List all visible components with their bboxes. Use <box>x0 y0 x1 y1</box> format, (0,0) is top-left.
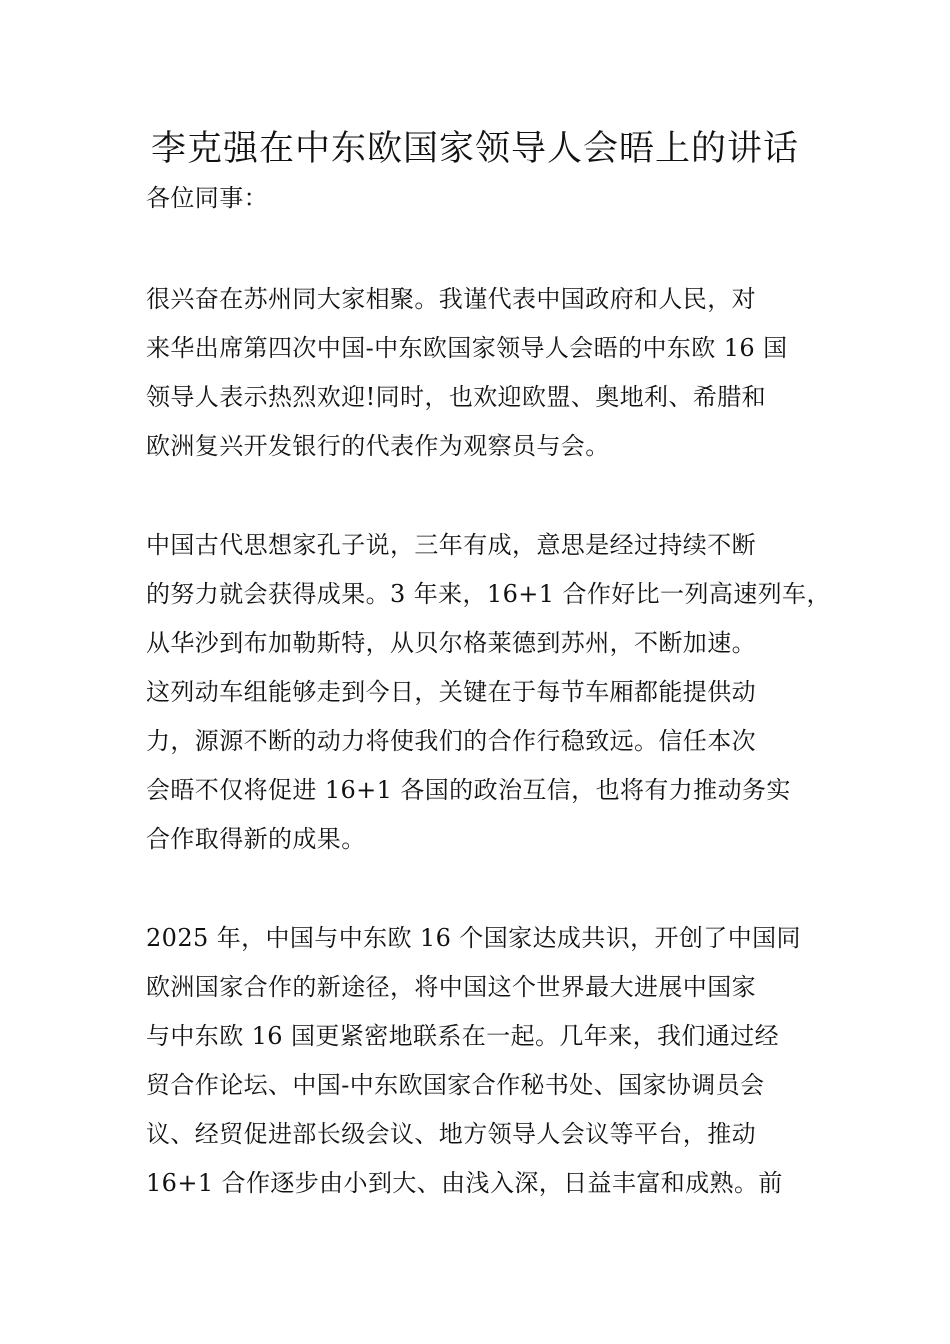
paragraph-line: 合作取得新的成果。 <box>146 825 366 853</box>
salutation: 各位同事： <box>146 184 268 212</box>
paragraph-line: 来华出席第四次中国-中东欧国家领导人会晤的中东欧 16 国 <box>146 334 788 362</box>
paragraph-1 <box>146 275 826 471</box>
document-title: 李克强在中东欧国家领导人会晤上的讲话 <box>150 129 799 169</box>
paragraph-line: 与中东欧 16 国更紧密地联系在一起。几年来，我们通过经 <box>146 1022 779 1050</box>
paragraph-line: 的努力就会获得成果。3 年来，16+1 合作好比一列高速列车， <box>146 580 831 608</box>
paragraph-line: 很兴奋在苏州同大家相聚。我谨代表中国政府和人民，对 <box>146 285 756 313</box>
paragraph-line: 力，源源不断的动力将使我们的合作行稳致远。信任本次 <box>146 727 756 755</box>
paragraph-line: 从华沙到布加勒斯特，从贝尔格莱德到苏州，不断加速。 <box>146 629 756 657</box>
paragraph-line: 16+1 合作逐步由小到大、由浅入深，日益丰富和成熟。前 <box>146 1169 783 1197</box>
paragraph-line: 欧洲国家合作的新途径，将中国这个世界最大进展中国家 <box>146 973 756 1001</box>
paragraph-line: 贸合作论坛、中国-中东欧国家合作秘书处、国家协调员会 <box>146 1071 765 1099</box>
paragraph-line: 领导人表示热烈欢迎!同时，也欢迎欧盟、奥地利、希腊和 <box>146 383 767 411</box>
paragraph-line: 议、经贸促进部长级会议、地方领导人会议等平台，推动 <box>146 1120 756 1148</box>
paragraph-line: 欧洲复兴开发银行的代表作为观察员与会。 <box>146 432 610 460</box>
paragraph-line: 这列动车组能够走到今日，关键在于每节车厢都能提供动 <box>146 678 756 706</box>
paragraph-2 <box>146 521 831 864</box>
paragraph-line: 中国古代思想家孔子说，三年有成，意思是经过持续不断 <box>146 531 756 559</box>
paragraph-line: 2025 年，中国与中东欧 16 个国家达成共识，开创了中国同 <box>146 924 801 952</box>
paragraph-3 <box>146 914 826 1208</box>
paragraph-line: 会晤不仅将促进 16+1 各国的政治互信，也将有力推动务实 <box>146 776 791 804</box>
